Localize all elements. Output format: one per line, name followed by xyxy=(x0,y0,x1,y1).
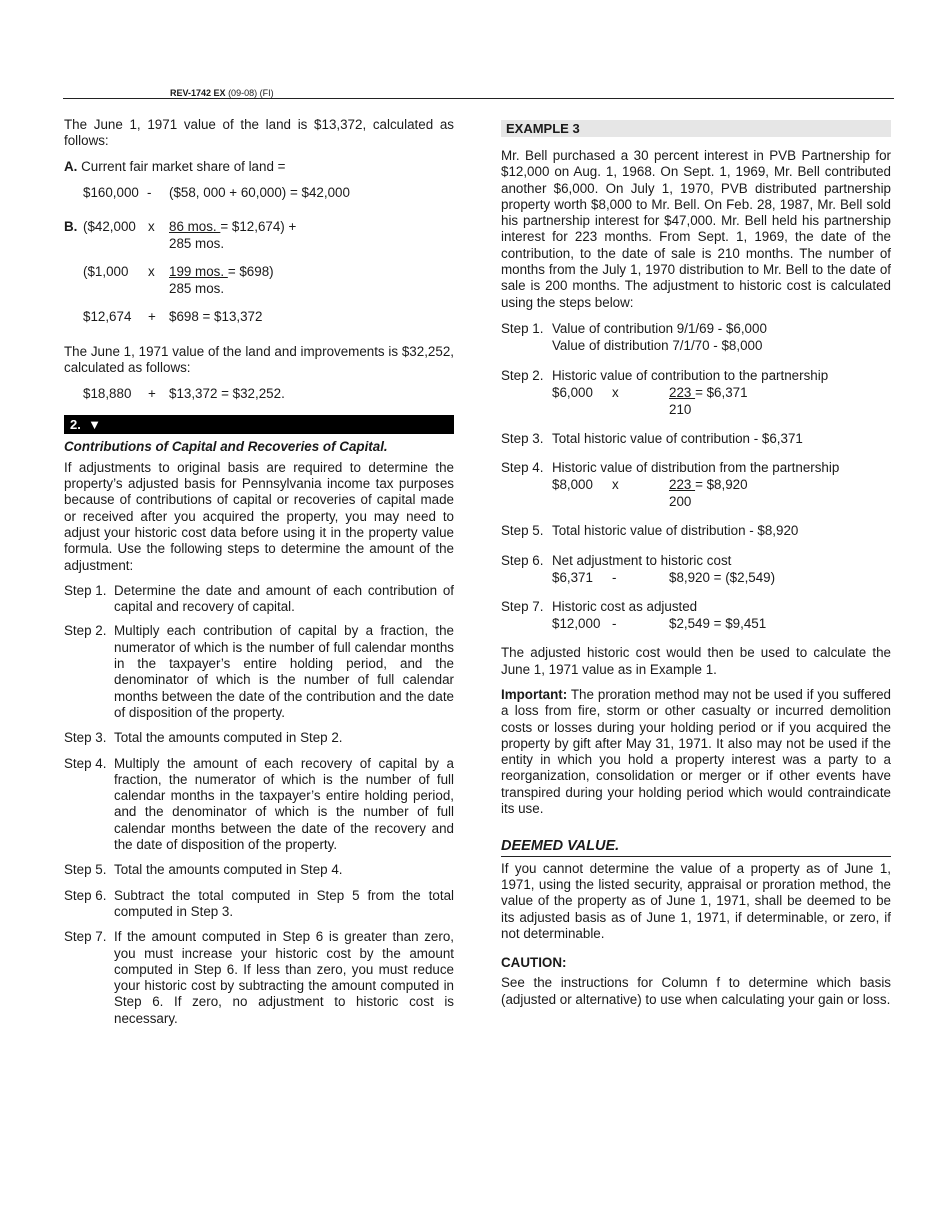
b2-open: ($1,000 xyxy=(83,263,129,279)
calc-numerator: 223 xyxy=(669,477,696,493)
calc-denominator: 200 xyxy=(669,494,692,510)
calc-amount: $6,371 xyxy=(552,570,593,586)
step-label: Step 1. xyxy=(64,582,107,598)
step-text: Multiply each contribution of capital by a fraction, the numerator of which is the number of full calendar months in the taxpayer’s entire holding period, and the denominator of which is the number of full calendar months between the date of the contribution and the date of disposition of the property. xyxy=(114,623,454,720)
b2-denominator: 285 mos. xyxy=(169,280,225,296)
right-step-1 xyxy=(501,321,891,355)
calc-result: $8,920 = ($2,549) xyxy=(669,570,776,586)
right-step-2 xyxy=(501,368,891,418)
deemed-value-text: If you cannot determine the value of a property as of June 1, 1971, using the listed security, appraisal or proration method, the value of the property as of June 1, 1971, shall be deemed to be its adjusted basis as of June 1, 1971, if determinable, or zero, if not determinable. xyxy=(501,860,891,941)
step-line: Historic value of contribution to the partnership xyxy=(552,367,829,383)
section-intro: If adjustments to original basis are required to determine the property’s adjusted basis for Pennsylvania income tax purposes because of contributions of capital or recoveries of capital made or received after you acquired the property, you may need to adjust your historic cost data before using it in the property value formula. Use the following steps to determine the amount of the adjustment: xyxy=(64,459,454,573)
item-b-sum xyxy=(64,309,454,325)
step-label: Step 2. xyxy=(501,367,544,383)
triangle-down-icon: ▼ xyxy=(88,417,101,433)
b2-result: = $698) xyxy=(227,263,274,279)
b2-operator: x xyxy=(148,263,155,279)
step-text: Subtract the total computed in Step 5 from the total computed in Step 3. xyxy=(114,887,454,919)
land-value-intro: The June 1, 1971 value of the land is $13,372, calculated as follows: xyxy=(64,117,454,149)
form-number: REV-1742 EX xyxy=(170,88,226,98)
item-b-line1 xyxy=(64,219,454,235)
step-line: Value of contribution 9/1/69 - $6,000 xyxy=(552,320,767,336)
step-text: If the amount computed in Step 6 is greater than zero, you must increase your historic cost by the amount computed in Step 6. If less than zero, you must reduce your historic cost by subtracting the amount computed in Step 6. If zero, no adjustment to historic cost is necessary. xyxy=(114,929,454,1026)
b2-numerator: 199 mos. xyxy=(169,263,228,279)
calc-amount: $6,000 xyxy=(552,384,593,400)
item-b-label: B. xyxy=(64,218,78,234)
item-a xyxy=(64,159,454,175)
section-2-bar xyxy=(64,415,454,434)
step-label: Step 7. xyxy=(64,929,107,945)
step-calc xyxy=(552,385,891,401)
c1-first: $18,880 xyxy=(83,386,132,402)
left-step-6 xyxy=(64,888,454,921)
item-a-label: A. xyxy=(64,158,78,174)
right-step-5 xyxy=(501,523,891,539)
important-note xyxy=(501,687,891,817)
right-step-3 xyxy=(501,431,891,447)
step-label: Step 5. xyxy=(501,523,544,539)
step-text: Total the amounts computed in Step 2. xyxy=(114,730,343,746)
left-step-3 xyxy=(64,730,454,746)
b2-denominator-row xyxy=(64,281,454,297)
calc-operator: - xyxy=(147,184,152,200)
b3-first: $12,674 xyxy=(83,308,132,324)
b1-denominator: 285 mos. xyxy=(169,235,225,251)
b1-result: = $12,674) + xyxy=(220,218,297,234)
b1-open: ($42,000 xyxy=(83,218,136,234)
b1-numerator: 86 mos. xyxy=(169,218,221,234)
step-calc xyxy=(552,570,891,586)
calc-numerator: 223 xyxy=(669,384,696,400)
header-rule xyxy=(63,98,894,99)
left-step-7 xyxy=(64,929,454,1027)
step-label: Step 1. xyxy=(501,320,544,336)
adjusted-cost-note: The adjusted historic cost would then be used to calculate the June 1, 1971 value as in Example 1. xyxy=(501,645,891,677)
right-step-4 xyxy=(501,460,891,510)
right-step-6 xyxy=(501,553,891,586)
b3-second: $698 = $13,372 xyxy=(169,308,263,324)
calc-expression: ($58, 000 + 60,000) = $42,000 xyxy=(169,184,350,200)
step-line: Value of distribution 7/1/70 - $8,000 xyxy=(552,338,763,354)
section-number: 2. xyxy=(70,417,81,433)
b3-operator: + xyxy=(148,308,156,324)
step-label: Step 5. xyxy=(64,862,107,878)
step-text: Determine the date and amount of each contribution of capital and recovery of capital. xyxy=(114,582,454,615)
calc-operator: x xyxy=(612,384,619,400)
important-text: The proration method may not be used if you suffered a loss from fire, storm or other casualty or incurred demolition costs or losses during your holding period or if you acquired the property by gift after May 31, 1971. It also may not be used if the entity in which you hold a property interest was a party to a reorganization, consolidation or merger or if other events have transpired during your holding period which would contraindicate its use. xyxy=(501,686,891,817)
step-line: Total historic value of contribution - $6,371 xyxy=(552,430,803,446)
step-line: Historic cost as adjusted xyxy=(552,599,698,615)
calc-result: = $6,371 xyxy=(695,384,748,400)
b1-operator: x xyxy=(148,218,155,234)
total-calc xyxy=(64,386,454,402)
step-line: Historic value of distribution from the partnership xyxy=(552,460,840,476)
caution-text: See the instructions for Column f to determine which basis (adjusted or alternative) to use when calculating your gain or loss. xyxy=(501,975,891,1007)
calc-amount: $160,000 xyxy=(83,184,139,200)
calc-operator: x xyxy=(612,477,619,493)
step-text: Total the amounts computed in Step 4. xyxy=(114,862,343,878)
section-title: Contributions of Capital and Recoveries of Capital. xyxy=(64,439,388,455)
calc-operator: - xyxy=(612,616,617,632)
step-calc xyxy=(552,477,891,493)
step-calc xyxy=(552,616,891,632)
step-label: Step 4. xyxy=(64,755,107,771)
step-denominator-row xyxy=(552,402,891,418)
right-column xyxy=(501,120,891,1008)
step-label: Step 3. xyxy=(64,730,107,746)
left-column xyxy=(64,117,454,1027)
c1-second: $13,372 = $32,252. xyxy=(169,386,285,402)
step-label: Step 4. xyxy=(501,460,544,476)
example-3-heading: EXAMPLE 3 xyxy=(501,120,891,137)
calc-amount: $8,000 xyxy=(552,477,593,493)
calc-amount: $12,000 xyxy=(552,616,601,632)
item-a-text: Current fair market share of land = xyxy=(81,158,286,174)
left-step-5 xyxy=(64,862,454,878)
calc-result: $2,549 = $9,451 xyxy=(669,616,767,632)
step-label: Step 7. xyxy=(501,599,544,615)
step-label: Step 6. xyxy=(64,887,107,903)
item-b-line2 xyxy=(64,264,454,280)
step-line: Net adjustment to historic cost xyxy=(552,552,732,568)
c1-operator: + xyxy=(148,386,156,402)
deemed-value-heading: DEEMED VALUE. xyxy=(501,838,891,856)
step-label: Step 6. xyxy=(501,552,544,568)
b1-denominator-row xyxy=(64,236,454,252)
land-improvements-intro: The June 1, 1971 value of the land and improvements is $32,252, calculated as follows: xyxy=(64,343,454,376)
step-denominator-row xyxy=(552,494,891,510)
calc-denominator: 210 xyxy=(669,401,692,417)
left-step-2 xyxy=(64,623,454,721)
left-step-4 xyxy=(64,756,454,854)
step-line: Total historic value of distribution - $8,920 xyxy=(552,523,799,539)
example-3-intro: Mr. Bell purchased a 30 percent interest in PVB Partnership for $12,000 on Aug. 1, 1968. On Sept. 1, 1969, Mr. Bell contributed another $6,000. On July 1, 1970, PVB distributed partnership property worth $8,000 to Mr. Bell. On Feb. 28, 1987, Mr. Bell sold his partnership interest for $47,000. Mr. Bell held his partnership interest for 223 months. From Sept. 1, 1969, the date of the contribution, to the date of sale is 210 months. The number of months from the July 1, 1970 distribution to Mr. Bell to the date of sale is 200 months. The adjustment to historic cost is calculated using the steps below: xyxy=(501,148,891,310)
left-step-1 xyxy=(64,583,454,616)
calc-operator: - xyxy=(612,570,617,586)
item-a-calc xyxy=(64,185,454,201)
step-text: Multiply the amount of each recovery of capital by a fraction, the numerator of which is the number of full calendar months in the taxpayer’s entire holding period, and the denominator of which is the number of full calendar months between the date of the recovery and the date of disposition of the property. xyxy=(114,755,454,853)
page-header xyxy=(170,88,274,98)
important-label: Important: xyxy=(501,686,568,702)
form-revision: (09-08) (FI) xyxy=(228,88,274,98)
step-label: Step 3. xyxy=(501,430,544,446)
calc-result: = $8,920 xyxy=(695,477,748,493)
caution-label: CAUTION: xyxy=(501,955,567,971)
step-label: Step 2. xyxy=(64,623,107,639)
right-step-7 xyxy=(501,599,891,632)
